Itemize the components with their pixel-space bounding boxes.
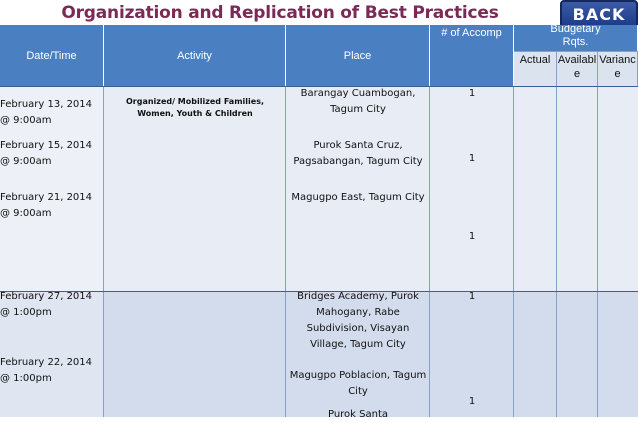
subheader-available-label: Available bbox=[557, 54, 597, 80]
subheader-variance-label: Variance bbox=[599, 54, 636, 80]
row-place: Magugpo Poblacion, Tagum City bbox=[289, 370, 427, 397]
subheader-actual-label: Actual bbox=[519, 54, 551, 66]
header-accomp-label: # of Accomp bbox=[441, 27, 502, 39]
row-date: February 15, 2014 @ 9:00am bbox=[0, 140, 93, 167]
row-accomp: 1 bbox=[468, 153, 476, 164]
header-accomp bbox=[430, 25, 514, 86]
col-line-activity bbox=[104, 86, 286, 417]
row-place: Bridges Academy, Purok Mahogany, Rabe Subdivision, Visayan Village, Tagum City bbox=[297, 291, 419, 350]
row-place: Purok Santa bbox=[327, 409, 389, 420]
header-date-label: Date/Time bbox=[26, 49, 77, 62]
row-date: February 27, 2014 @ 1:00pm bbox=[0, 291, 93, 318]
subheader-available bbox=[557, 51, 598, 86]
row-activity: Organized/ Mobilized Families, Women, Youth & Children bbox=[125, 97, 264, 118]
row-date: February 13, 2014 @ 9:00am bbox=[0, 99, 93, 126]
subheader-actual bbox=[514, 51, 557, 86]
header-activity-label: Activity bbox=[177, 49, 212, 62]
row-place: Purok Santa Cruz, Pagsabangan, Tagum City bbox=[293, 140, 423, 167]
header-date bbox=[0, 25, 104, 86]
row-place: Barangay Cuambogan, Tagum City bbox=[300, 88, 416, 115]
row-accomp: 1 bbox=[468, 396, 476, 407]
subheader-variance bbox=[598, 51, 638, 86]
row-accomp: 1 bbox=[468, 231, 476, 242]
row-accomp: 1 bbox=[468, 291, 476, 302]
header-place bbox=[286, 25, 430, 86]
row-date: February 21, 2014 @ 9:00am bbox=[0, 192, 93, 219]
row-accomp: 1 bbox=[468, 88, 476, 99]
row-date: February 22, 2014 @ 1:00pm bbox=[0, 357, 93, 384]
header-activity bbox=[104, 25, 286, 86]
page-title: Organization and Replication of Best Practices bbox=[61, 3, 499, 23]
header-budget-label: Budgetary Rqts. bbox=[550, 25, 601, 48]
col-line-available bbox=[557, 86, 598, 417]
header-budget bbox=[514, 25, 638, 51]
col-line-actual bbox=[514, 86, 557, 417]
col-line-accomp bbox=[430, 86, 514, 417]
back-button[interactable]: BACK bbox=[560, 0, 638, 29]
row-place: Magugpo East, Tagum City bbox=[291, 192, 425, 203]
header-place-label: Place bbox=[343, 49, 372, 62]
